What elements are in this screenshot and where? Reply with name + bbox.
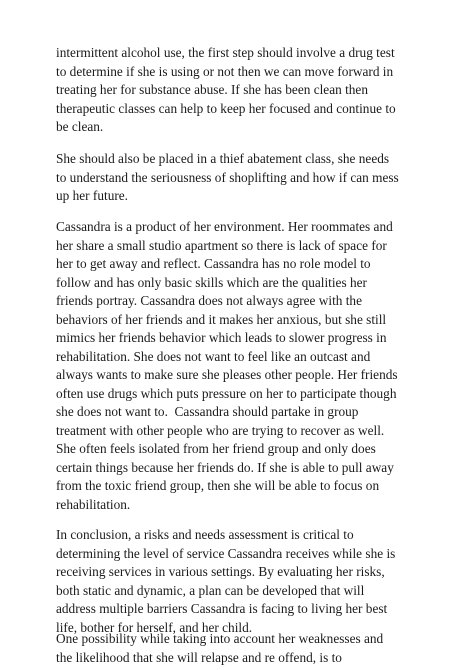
text-line: to determine if she is using or not then we can move forward in [56,63,394,79]
text-line: often use drugs which puts pressure on her to participate though [56,385,397,401]
text-line: She should also be placed in a thief abatement class, she needs [56,151,390,166]
text-line: both static and dynamic, a plan can be developed that will [56,582,365,598]
text-line: the likelihood that she will relapse and re offend, is to [56,649,342,665]
text-line: behaviors of her friends and it makes her anxious, but she still [56,311,387,327]
text-line: In conclusion, a risks and needs assessment is critical to [56,527,354,542]
text-line: therapeutic classes can help to keep her focused and continue to [56,100,396,116]
text-line: to understand the seriousness of shoplifting and how if can mess [56,169,399,185]
text-line: her to get away and reflect. Cassandra has no role model to [56,256,371,271]
text-line: receiving services in various settings. By evaluating her risks, [56,564,385,579]
text-line: One possibility while taking into account her weaknesses and [56,631,384,646]
text-line: She often feels isolated from her friend group and only does [56,441,376,456]
text-line: life, bother for herself, and her child. [56,619,253,635]
text-line: certain things because her friends do. If she is able to pull away [56,459,394,475]
text-line: determining the level of service Cassandra receives while she is [56,545,396,561]
text-line: friends portray. Cassandra does not always agree with the [56,293,362,308]
text-line: her share a small studio apartment so there is lack of space for [56,237,387,253]
paragraph-thief-abatement [56,150,399,206]
paragraph-drug-test [56,44,396,137]
text-line: address multiple barriers Cassandra is facing to living her best [56,601,388,616]
text-line: intermittent alcohol use, the first step should involve a drug test [56,45,395,60]
text-line: up her future. [56,188,128,203]
text-line: follow and has only basic skills which are the qualities her [56,274,367,290]
text-line: be clean. [56,119,104,134]
text-line: always wants to make sure she pleases other people. Her friends [56,367,398,382]
text-line: from the toxic friend group, then she will be able to focus on [56,478,380,493]
paragraph-environment [56,218,398,514]
text-line: treatment with other people who are trying to recover as well. [56,422,385,438]
text-line: mimics her friends behavior which leads to slower progress in [56,330,387,345]
paragraph-possibility [56,630,383,667]
text-line: rehabilitation. She does not want to feel like an outcast and [56,348,371,364]
text-line: she does not want to. Cassandra should partake in group [56,404,359,419]
text-line: rehabilitation. [56,496,131,512]
text-line: treating her for substance abuse. If she has been clean then [56,82,368,97]
paragraph-conclusion [56,526,395,637]
text-line: Cassandra is a product of her environment. Her roommates and [56,219,393,234]
